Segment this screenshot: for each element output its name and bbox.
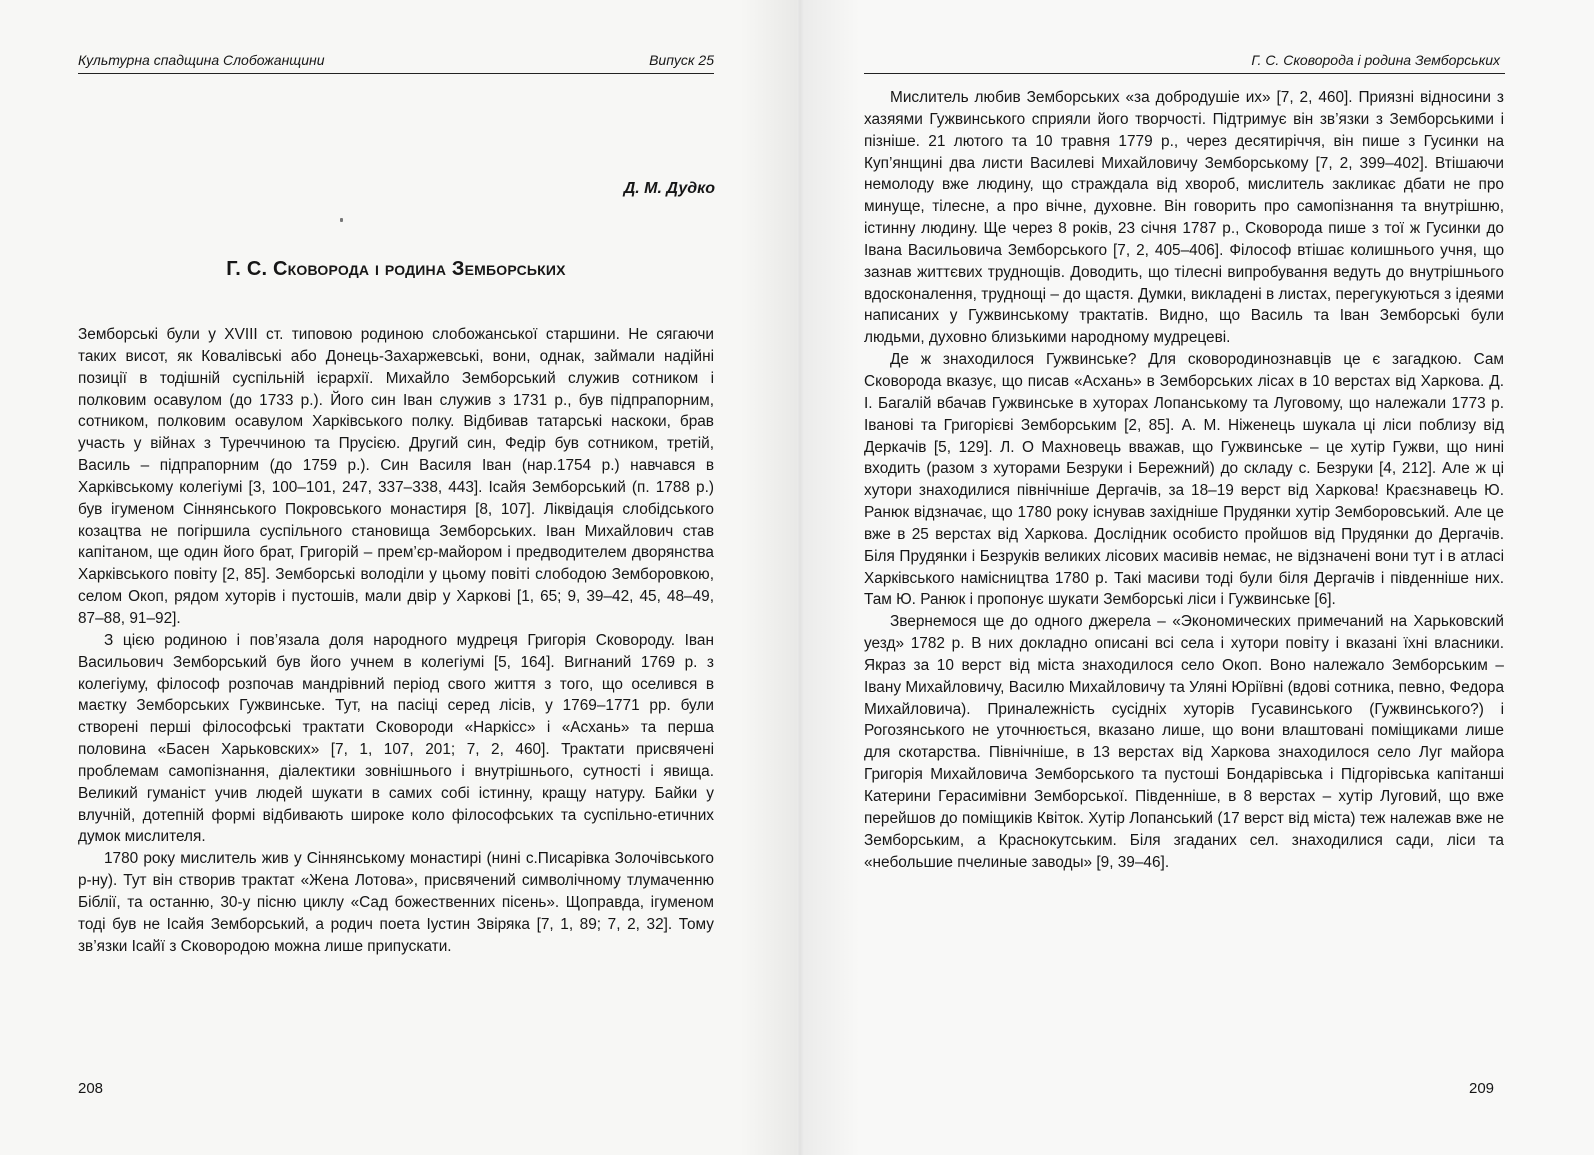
paragraph: Де ж знаходилося Гужвинське? Для сковородинознавців це є загадкою. Сам Сковорода вказує, що писав «Асхань» в Земборських лісах в 10 верстах від Харкова. Д. І. Багалій вбачав Гужвинське в хуторах Лопанському та Луговому, що належали 1773 р. Іванові та Григорієві Земборським [2, 85]. А. М. Ніженець шукала ці ліси поблизу від Деркачів [5, 129]. Л. О Махновець вважав, що Гужвинське – це хутір Гужви, що нині входить (разом з хуторами Безруки і Бережний) до складу с. Безруки [4, 212]. Але ж ці хутори знаходилися північніше Дергачів, за 18–19 верст від Харкова! Краєзнавець Ю. Ранюк відзначає, що 1780 року існував західніше Прудянки хутір Земборовський. Але це вже в 25 верстах від Харкова. Дослідник особисто пройшов від Прудянки до Дергачів. Біля Прудянки і Безруків великих лісових масивів немає, не відзначені вони тут і в атласі Харківського намісництва 1780 р. Такі масиви тоді були біля Дергачів і південніше них. Там Ю. Ранюк і пропонує шукати Земборські ліси і Гужвинське [6].: [864, 351, 1504, 609]
paragraph: Мислитель любив Земборських «за добродушіе их» [7, 2, 460]. Приязні відносини з хазяями Гужвинського сприяли його творчості. Підтримує він зв’язки з Земборськими і пізніше. 21 лютого та 10 травня 1779 р., через десятиріччя, він пише з Гусинки на Куп’янщині два листи Василеві Михайловичу Земборському [7, 2, 399–402]. Втішаючи немолоду вже людину, що страждала від хвороб, мислитель закликає дбати не про минуще, тілесне, а про вічне, духовне. Він говорить про самопізнання та внутрішню, істинну людину. Ще через 8 років, 23 січня 1787 р., Сковорода пише з тої ж Гусинки до Івана Васильовича Земборського [7, 2, 405–406]. Філософ втішає колишнього учня, що зазнав життєвих труднощів. Доводить, що тілесні випробування ведуть до внутрішнього вдосконалення, труднощі – до щастя. Думки, викладені в листах, перегукуються з ідеями написаних у Гужвинському трактатів. Видно, що Василь та Іван Земборські були людьми, духовно близькими народному мудрецеві.: [864, 89, 1504, 347]
right-body-text: [864, 87, 1504, 873]
print-speck: [340, 218, 343, 222]
paragraph: Звернемося ще до одного джерела – «Экономических примечаний на Харьковский уезд» 1782 р. В них докладно описані всі села і хутори повіту і вказані їхні власники. Якраз за 10 верст від міста знаходилося село Окоп. Воно належало Земборським – Івану Михайловичу, Василю Михайловичу та Уляні Юріївні (вдові сотника, певно, Федора Михайловича). Приналежність сусідніх хуторів Гусавинського (Гужвинського?) і Рогозянського не уточнюється, вказано лише, що вони влаштовані поміщиками лише для скотарства. Північніше, в 13 верстах від Харкова знаходилося село Луг майора Григорія Михайловича Земборського та пустоші Бондарівська і Підгорівська капітанші Катерини Герасимівни Земборської. Південніше, в 8 верстах – хутір Луговий, що вже перейшов до поміщиків Квіток. Хутір Лопанський (17 верст від міста) теж належав вже не Земборським, а Краснокутським. Біля згаданих сел. знаходилися сади, ліси та «небольшие пчелиные заводы» [9, 39–46].: [864, 613, 1504, 871]
article-title: Г. С. Сковорода і родина Земборських: [226, 258, 566, 280]
paragraph: 1780 року мислитель жив у Сіннянському монастирі (нині с.Писарівка Золочівського р-ну). Тут він створив трактат «Жена Лотова», присвячений символічному тлумаченню Біблії, та останню, 30-у пісню циклу «Сад божественних пісень». Щоправда, ігуменом тоді був не Ісайя Земборський, а родич поета Іустин Звіряка [7, 1, 89; 7, 2, 32]. Тому зв’язки Ісайї з Сковородою можна лише припускати.: [78, 850, 714, 955]
running-head-article: Г. С. Сковорода і родина Земборських: [1251, 52, 1500, 68]
book-gutter-shadow: [740, 0, 860, 1155]
running-head-journal: Культурна спадщина Слобожанщини: [78, 52, 325, 68]
header-rule: [864, 73, 1505, 74]
page-number-right: 209: [1469, 1080, 1495, 1097]
paragraph: Земборські були у XVIII ст. типовою родиною слобожанської старшини. Не сягаючи таких висот, як Ковалівські або Донець-Захаржевські, вони, однак, займали надійні позиції в тодішній суспільній ієрархії. Михайло Земборський служив сотником і полковим осавулом (до 1733 р.). Його син Іван служив з 1731 р., був підпрапорним, сотником, полковим осавулом Харківського полку. Відбивав татарські наскоки, брав участь у війнах з Туреччиною та Прусією. Другий син, Федір був сотником, третій, Василь – підпрапорним (до 1759 р.). Син Василя Іван (нар.1754 р.) навчався в Харківському колегіумі [3, 100–101, 247, 337–338, 443]. Ісайя Земборський (п. 1788 р.) був ігуменом Сіннянського Покровського монастиря [8, 107]. Ліквідація слобідського козацтва не погіршила суспільного становища Земборських. Іван Михайлович став капітаном, ще один його брат, Григорій – прем’єр-майором і предводителем дворянства Харківського повіту [2, 85]. Земборські володіли у цьому повіті слободою Земборовкою, селом Окоп, рядом хуторів і пустошів, мали двір у Харкові [1, 65; 9, 39–42, 45, 48–49, 87–88, 91–92].: [78, 326, 714, 627]
running-head-issue: Випуск 25: [649, 52, 714, 68]
left-body-text: [78, 324, 714, 957]
paragraph: З цією родиною і пов’язала доля народного мудреця Григорія Сковороду. Іван Васильович Земборський був його учнем в колегіумі [5, 164]. Вигнаний 1769 р. з колегіуму, філософ розпочав мандрівний період свого життя з того, що оселився в маєтку Земборських Гужвинське. Тут, на пасіці серед лісів, у 1769–1771 рр. були створені перші філософські трактати Сковороди «Наркісс» і «Асхань» та перша половина «Басен Харьковских» [7, 1, 107, 201; 7, 2, 460]. Трактати присвячені проблемам самопізнання, діалектики зовнішнього і внутрішнього, сутності і явища. Великий гуманіст учив людей шукати в самих собі істинну, кращу натуру. Байки у влучній, дотепній формі відбивають широке коло філософських та суспільно-етичних думок мислителя.: [78, 631, 714, 846]
header-rule: [78, 73, 714, 74]
article-author: Д. М. Дудко: [623, 180, 715, 197]
page-number-left: 208: [78, 1080, 104, 1097]
